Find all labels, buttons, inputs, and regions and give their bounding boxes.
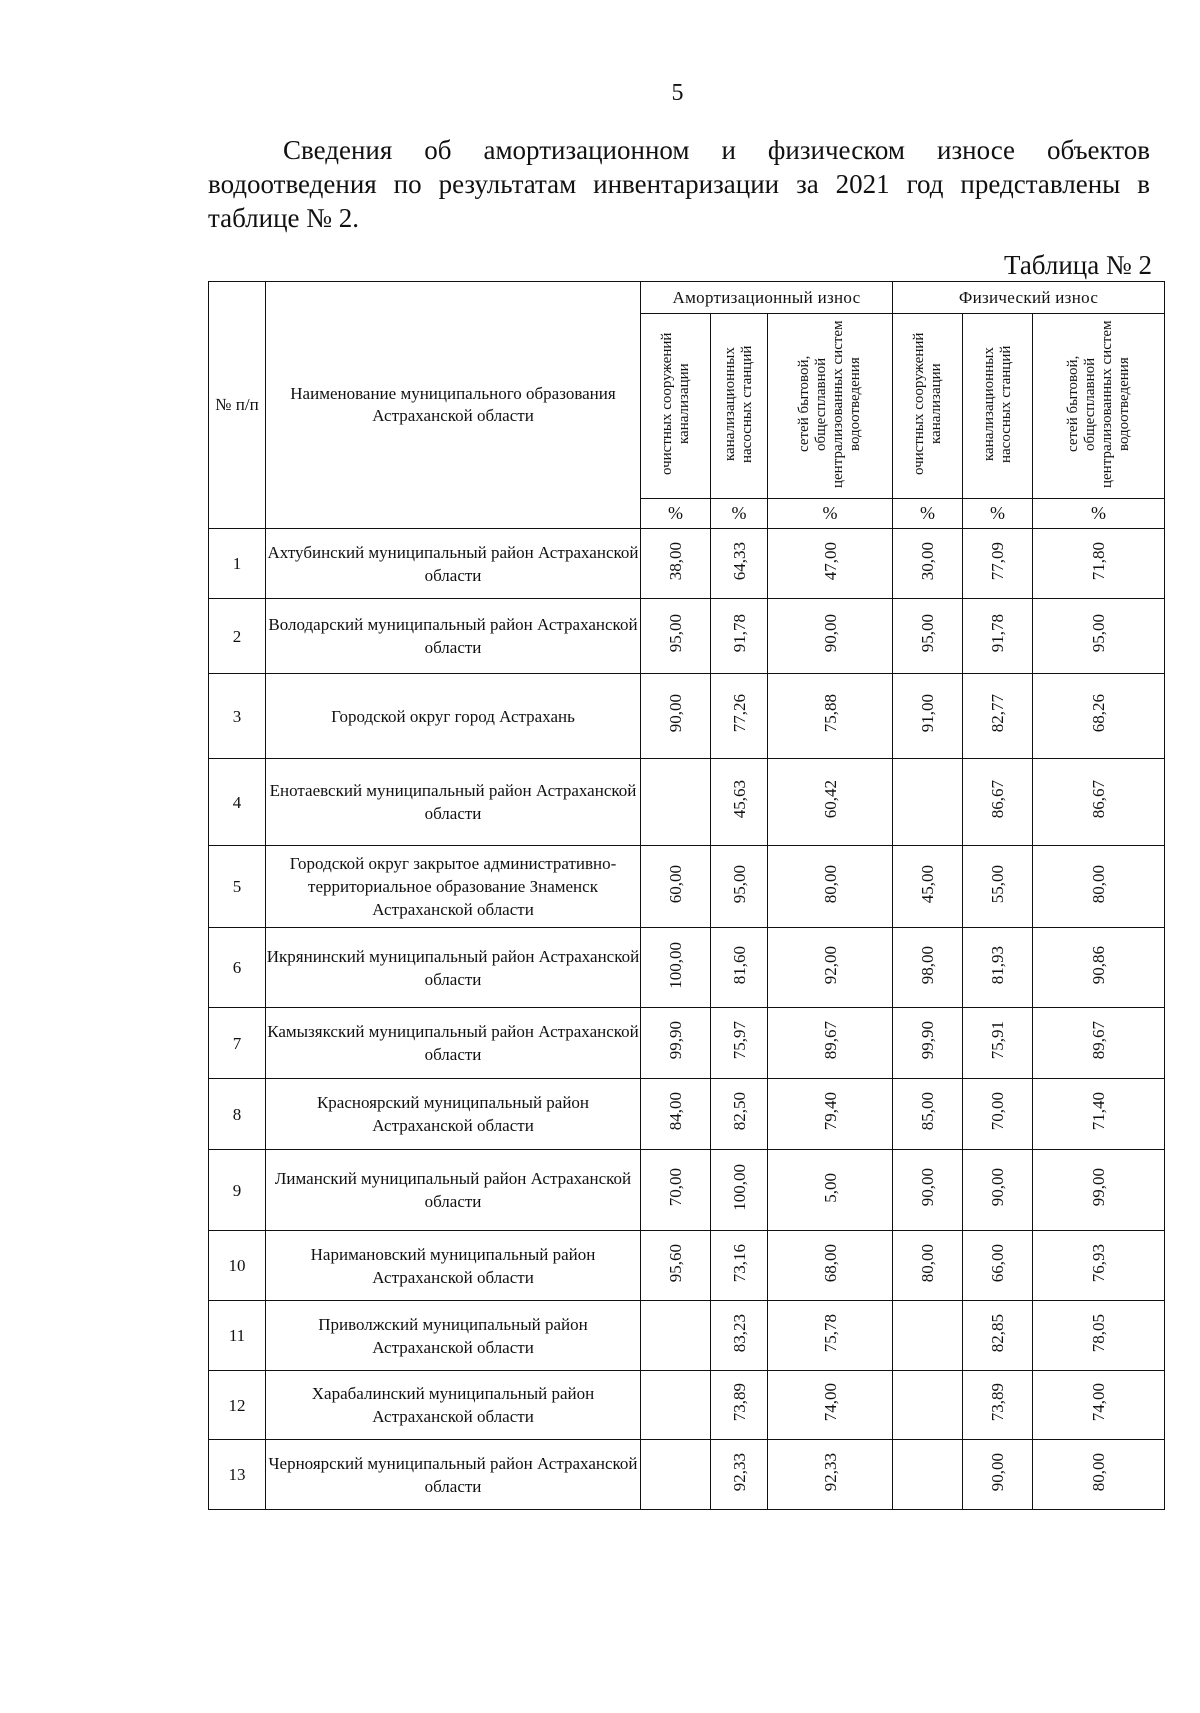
row-name: Володарский муниципальный район Астраханской области [266, 599, 641, 674]
value-cell [768, 674, 893, 759]
value-cell [641, 1008, 711, 1079]
value-cell [768, 1371, 893, 1440]
value-cell [641, 1231, 711, 1301]
cell-value: 60,00 [666, 864, 685, 904]
wear-table [208, 281, 1165, 1510]
cell-value: 100,00 [666, 941, 685, 989]
cell-value: 74,00 [820, 1383, 840, 1422]
value-cell [893, 846, 963, 928]
cell-value: 80,00 [1089, 864, 1109, 904]
cell-value: 75,97 [729, 1021, 749, 1060]
value-cell [711, 1008, 768, 1079]
value-cell [1033, 928, 1165, 1008]
table-label: Таблица № 2 [1004, 250, 1152, 280]
unit-cell: % [641, 499, 711, 529]
value-cell [768, 1301, 893, 1371]
row-number: 6 [209, 928, 266, 1008]
cell-value: 75,88 [820, 694, 840, 733]
cell-value: 89,67 [1089, 1021, 1109, 1060]
value-cell [711, 846, 768, 928]
value-cell [641, 759, 711, 846]
value-cell [1033, 846, 1165, 928]
row-number: 13 [209, 1440, 266, 1510]
value-cell [893, 1371, 963, 1440]
value-cell [768, 529, 893, 599]
value-cell [711, 1079, 768, 1150]
value-cell [893, 674, 963, 759]
cell-value: 90,00 [988, 1452, 1008, 1492]
value-cell [1033, 599, 1165, 674]
header-num: № п/п [209, 282, 266, 529]
cell-value: 95,00 [1089, 614, 1109, 653]
cell-value: 66,00 [988, 1243, 1008, 1283]
value-cell [963, 1301, 1033, 1371]
value-cell [1033, 1231, 1165, 1301]
table-row [209, 1150, 1165, 1231]
value-cell [893, 1440, 963, 1510]
row-number: 4 [209, 759, 266, 846]
row-number: 9 [209, 1150, 266, 1231]
value-cell [1033, 1150, 1165, 1231]
row-number: 7 [209, 1008, 266, 1079]
cell-value: 77,09 [988, 541, 1008, 581]
header-sub-phys-networks: сетей бытовой, общесплавной централизованных систем водоотведения [1033, 314, 1165, 499]
header-group-amortization: Амортизационный износ [641, 282, 893, 314]
value-cell [711, 759, 768, 846]
cell-value: 80,00 [918, 1243, 938, 1283]
value-cell [641, 1079, 711, 1150]
row-name: Камызякский муниципальный район Астраханской области [266, 1008, 641, 1079]
value-cell [641, 529, 711, 599]
table-row [209, 1440, 1165, 1510]
cell-value: 5,00 [820, 1172, 840, 1203]
cell-value: 47,00 [820, 541, 840, 581]
value-cell [641, 1150, 711, 1231]
value-cell [768, 759, 893, 846]
cell-value: 92,33 [729, 1452, 749, 1492]
table-row [209, 1079, 1165, 1150]
cell-value: 99,00 [1089, 1168, 1109, 1207]
row-name: Икрянинский муниципальный район Астраханской области [266, 928, 641, 1008]
row-number: 11 [209, 1301, 266, 1371]
cell-value: 81,93 [988, 945, 1008, 985]
value-cell [963, 674, 1033, 759]
cell-value: 38,00 [666, 541, 685, 581]
header-name: Наименование муниципального образования Астраханской области [266, 282, 641, 529]
cell-value: 64,33 [729, 541, 749, 581]
cell-value: 85,00 [918, 1092, 938, 1131]
cell-value: 100,00 [729, 1164, 749, 1211]
row-number: 12 [209, 1371, 266, 1440]
cell-value: 60,42 [820, 780, 840, 819]
value-cell [768, 1008, 893, 1079]
value-cell [768, 1231, 893, 1301]
value-cell [711, 599, 768, 674]
table-row [209, 1231, 1165, 1301]
cell-value: 78,05 [1089, 1313, 1109, 1353]
row-name: Городской округ город Астрахань [266, 674, 641, 759]
page-number: 5 [671, 80, 684, 106]
cell-value: 91,00 [918, 694, 938, 733]
value-cell [893, 759, 963, 846]
cell-value: 76,93 [1089, 1243, 1109, 1283]
row-number: 10 [209, 1231, 266, 1301]
value-cell [711, 1231, 768, 1301]
cell-value: 45,63 [729, 780, 749, 819]
unit-cell: % [963, 499, 1033, 529]
cell-value: 90,86 [1089, 945, 1109, 985]
value-cell [963, 1440, 1033, 1510]
cell-value: 84,00 [666, 1092, 685, 1131]
table-row [209, 1301, 1165, 1371]
cell-value: 92,00 [820, 945, 840, 985]
row-name: Ахтубинский муниципальный район Астраханской области [266, 529, 641, 599]
value-cell [963, 1371, 1033, 1440]
value-cell [893, 1079, 963, 1150]
value-cell [711, 1301, 768, 1371]
value-cell [641, 1301, 711, 1371]
value-cell [963, 1231, 1033, 1301]
cell-value: 68,26 [1089, 694, 1109, 733]
unit-cell: % [711, 499, 768, 529]
unit-cell: % [768, 499, 893, 529]
value-cell [1033, 1440, 1165, 1510]
value-cell [1033, 1008, 1165, 1079]
row-name: Городской округ закрытое административно-территориальное образование Знаменск Астраханской области [266, 846, 641, 928]
row-name: Наримановский муниципальный район Астраханской области [266, 1231, 641, 1301]
value-cell [1033, 529, 1165, 599]
row-number: 8 [209, 1079, 266, 1150]
cell-value: 80,00 [1089, 1452, 1109, 1492]
value-cell [893, 1231, 963, 1301]
cell-value: 89,67 [820, 1021, 840, 1060]
value-cell [641, 1440, 711, 1510]
value-cell [893, 529, 963, 599]
value-cell [893, 1150, 963, 1231]
value-cell [893, 599, 963, 674]
cell-value: 82,77 [988, 694, 1008, 733]
table-row [209, 759, 1165, 846]
header-sub-amort-networks: сетей бытовой, общесплавной централизованных систем водоотведения [768, 314, 893, 499]
cell-value: 82,85 [988, 1313, 1008, 1353]
cell-value: 99,90 [918, 1021, 938, 1060]
cell-value: 80,00 [820, 864, 840, 904]
row-name: Приволжский муниципальный район Астраханской области [266, 1301, 641, 1371]
cell-value: 86,67 [988, 780, 1008, 819]
value-cell [963, 846, 1033, 928]
row-number: 3 [209, 674, 266, 759]
cell-value: 73,16 [729, 1243, 749, 1283]
cell-value: 86,67 [1089, 780, 1109, 819]
cell-value: 45,00 [918, 864, 938, 904]
table-row [209, 674, 1165, 759]
unit-cell: % [893, 499, 963, 529]
cell-value: 70,00 [666, 1168, 685, 1207]
value-cell [1033, 1371, 1165, 1440]
cell-value: 91,78 [988, 614, 1008, 653]
table-row [209, 1008, 1165, 1079]
cell-value: 71,40 [1089, 1092, 1109, 1131]
value-cell [768, 599, 893, 674]
value-cell [711, 529, 768, 599]
row-number: 1 [209, 529, 266, 599]
value-cell [963, 1008, 1033, 1079]
cell-value: 79,40 [820, 1092, 840, 1131]
row-name: Харабалинский муниципальный район Астраханской области [266, 1371, 641, 1440]
value-cell [711, 1371, 768, 1440]
value-cell [963, 1150, 1033, 1231]
cell-value: 30,00 [918, 541, 938, 581]
header-group-physical: Физический износ [893, 282, 1165, 314]
table-row [209, 599, 1165, 674]
value-cell [768, 1440, 893, 1510]
unit-cell: % [1033, 499, 1165, 529]
value-cell [893, 1008, 963, 1079]
value-cell [711, 674, 768, 759]
row-name: Лиманский муниципальный район Астраханской области [266, 1150, 641, 1231]
value-cell [641, 928, 711, 1008]
cell-value: 90,00 [918, 1168, 938, 1207]
cell-value: 90,00 [666, 694, 685, 733]
cell-value: 70,00 [988, 1092, 1008, 1131]
value-cell [711, 1440, 768, 1510]
value-cell [893, 1301, 963, 1371]
value-cell [711, 928, 768, 1008]
cell-value: 90,00 [820, 614, 840, 653]
cell-value: 95,00 [666, 614, 685, 653]
value-cell [768, 1079, 893, 1150]
cell-value: 95,00 [918, 614, 938, 653]
value-cell [641, 846, 711, 928]
cell-value: 73,89 [988, 1383, 1008, 1422]
value-cell [1033, 1079, 1165, 1150]
cell-value: 99,90 [666, 1021, 685, 1060]
value-cell [893, 928, 963, 1008]
header-sub-phys-treatment: очистных сооружений канализации [893, 314, 963, 499]
value-cell [963, 599, 1033, 674]
cell-value: 95,60 [666, 1243, 685, 1283]
cell-value: 75,91 [988, 1021, 1008, 1060]
cell-value: 91,78 [729, 614, 749, 653]
cell-value: 74,00 [1089, 1383, 1109, 1422]
row-name: Черноярский муниципальный район Астраханской области [266, 1440, 641, 1510]
cell-value: 95,00 [729, 864, 749, 904]
value-cell [963, 1079, 1033, 1150]
cell-value: 73,89 [729, 1383, 749, 1422]
value-cell [963, 928, 1033, 1008]
cell-value: 90,00 [988, 1168, 1008, 1207]
table-row [209, 529, 1165, 599]
cell-value: 68,00 [820, 1243, 840, 1283]
row-number: 2 [209, 599, 266, 674]
header-sub-phys-pumping: канализационных насосных станций [963, 314, 1033, 499]
header-sub-amort-pumping: канализационных насосных станций [711, 314, 768, 499]
intro-paragraph: Сведения об амортизационном и физическом износе объектов водоотведения по результатам инвентаризации за 2021 год представлены в таблице № 2. [208, 135, 1150, 233]
value-cell [963, 759, 1033, 846]
table-body [209, 529, 1165, 1510]
value-cell [768, 928, 893, 1008]
cell-value: 55,00 [988, 864, 1008, 904]
header-sub-amort-treatment: очистных сооружений канализации [641, 314, 711, 499]
value-cell [768, 1150, 893, 1231]
cell-value: 75,78 [820, 1313, 840, 1353]
value-cell [641, 674, 711, 759]
cell-value: 81,60 [729, 945, 749, 985]
cell-value: 92,33 [820, 1452, 840, 1492]
table-row [209, 846, 1165, 928]
row-name: Красноярский муниципальный район Астраханской области [266, 1079, 641, 1150]
value-cell [1033, 1301, 1165, 1371]
value-cell [963, 529, 1033, 599]
table-row [209, 928, 1165, 1008]
value-cell [1033, 674, 1165, 759]
value-cell [768, 846, 893, 928]
value-cell [1033, 759, 1165, 846]
row-number: 5 [209, 846, 266, 928]
cell-value: 82,50 [729, 1092, 749, 1131]
row-name: Енотаевский муниципальный район Астраханской области [266, 759, 641, 846]
value-cell [641, 1371, 711, 1440]
table-row [209, 1371, 1165, 1440]
cell-value: 77,26 [729, 694, 749, 733]
cell-value: 71,80 [1089, 541, 1109, 581]
cell-value: 98,00 [918, 945, 938, 985]
value-cell [711, 1150, 768, 1231]
cell-value: 83,23 [729, 1313, 749, 1353]
value-cell [641, 599, 711, 674]
